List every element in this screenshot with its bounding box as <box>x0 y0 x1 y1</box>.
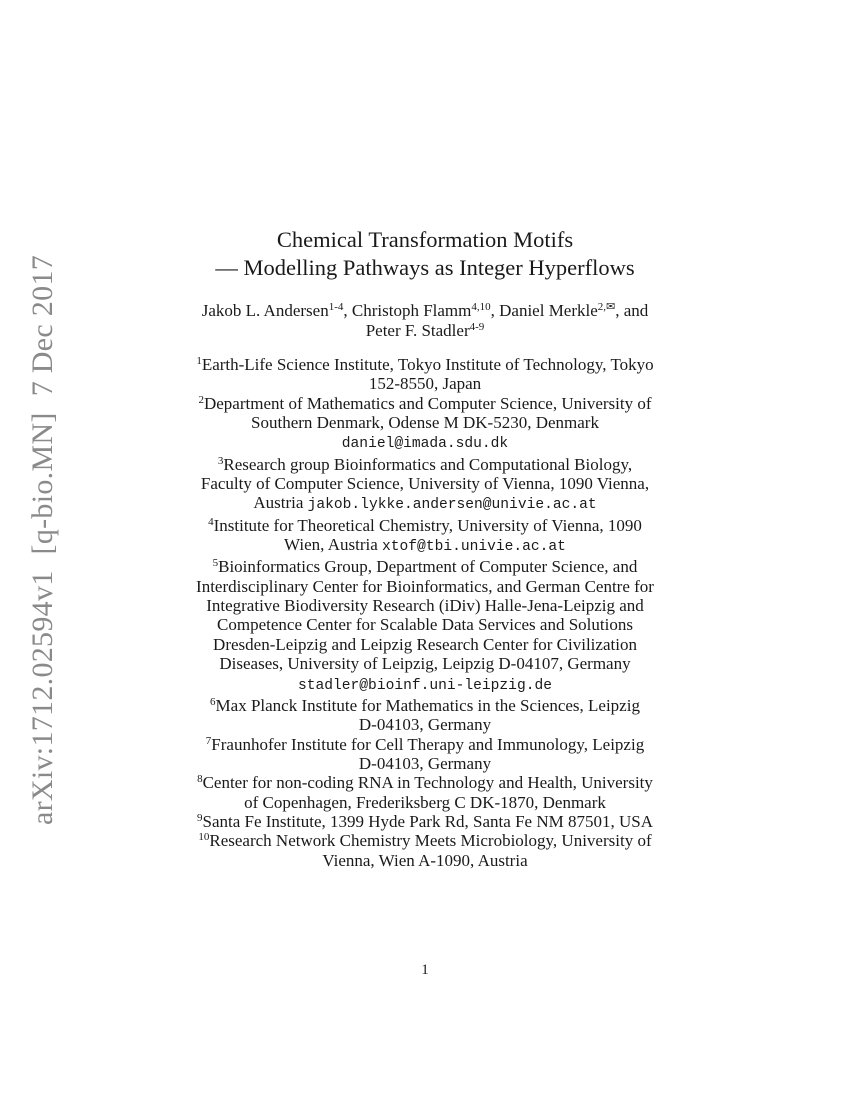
title-line-1: Chemical Transformation Motifs <box>276 227 574 252</box>
arxiv-id: arXiv:1712.02594v1 <box>26 570 59 825</box>
author-name: Peter F. Stadler <box>365 320 470 340</box>
affiliation-text: Dresden-Leipzig and Leipzig Research Center for Civilization <box>213 634 637 654</box>
affiliation-line <box>0 596 850 615</box>
affiliation-line <box>0 654 850 673</box>
email-address: xtof@tbi.univie.ac.at <box>382 539 566 556</box>
page-number: 1 <box>421 962 429 978</box>
affiliation-text: Earth-Life Science Institute, Tokyo Institute of Technology, Tokyo <box>201 355 654 374</box>
affiliation-text: D-04103, Germany <box>358 753 492 773</box>
affiliation-5 <box>0 557 850 695</box>
affiliation-8 <box>0 773 850 812</box>
affiliation-text: Wien, Austria <box>284 535 383 555</box>
affiliation-text: Center for non-coding RNA in Technology and Health, University <box>202 773 653 793</box>
affiliation-line <box>0 735 850 754</box>
author-line-1 <box>0 301 850 321</box>
affiliation-number: 1 <box>196 355 202 367</box>
affiliation-text: Department of Mathematics and Computer Science, University of <box>203 393 652 413</box>
author-affiliation-marks: 4-9 <box>469 320 485 333</box>
author-affiliation-marks: 4,10 <box>471 301 491 313</box>
author-list <box>0 301 850 340</box>
affiliation-line <box>0 493 850 515</box>
affiliation-number: 5 <box>212 557 219 570</box>
affiliation-text: Bioinformatics Group, Department of Computer Science, and <box>218 557 638 577</box>
affiliation-text: Interdisciplinary Center for Bioinformatics, and German Centre for <box>196 576 654 596</box>
affiliation-4 <box>0 516 850 558</box>
affiliation-line <box>0 455 850 474</box>
affiliation-1 <box>0 355 850 394</box>
affiliation-list <box>0 355 850 870</box>
affiliation-text: Vienna, Wien A-1090, Austria <box>322 850 528 870</box>
affiliation-line <box>0 355 850 374</box>
affiliation-line <box>0 413 850 432</box>
affiliation-text: Faculty of Computer Science, University of Vienna, 1090 Vienna, <box>200 474 650 494</box>
affiliation-line <box>0 394 850 413</box>
affiliation-3 <box>0 455 850 516</box>
affiliation-9 <box>0 812 850 831</box>
affiliation-line <box>0 432 850 454</box>
affiliation-number: 9 <box>197 811 203 824</box>
affiliation-line <box>0 557 850 576</box>
affiliation-text: Southern Denmark, Odense M DK-5230, Denmark <box>251 413 599 433</box>
affiliation-text: Diseases, University of Leipzig, Leipzig D-04107, Germany <box>219 654 631 674</box>
affiliation-line <box>0 516 850 535</box>
author-separator: , and <box>615 301 649 320</box>
affiliation-number: 3 <box>217 454 224 467</box>
affiliation-number: 8 <box>197 773 203 786</box>
author-name: Daniel Merkle <box>499 301 598 320</box>
affiliation-6 <box>0 696 850 735</box>
email-address: daniel@imada.sdu.dk <box>341 436 509 453</box>
title-line-2: — Modelling Pathways as Integer Hyperflows <box>215 255 635 280</box>
affiliation-text: Research group Bioinformatics and Computational Biology, <box>223 454 633 474</box>
affiliation-text: of Copenhagen, Frederiksberg C DK-1870, Denmark <box>244 792 606 812</box>
affiliation-line <box>0 812 850 831</box>
author-affiliation-marks: 2,✉ <box>597 301 616 313</box>
affiliation-line <box>0 374 850 393</box>
arxiv-category: [q-bio.MN] <box>26 412 59 555</box>
affiliation-text: Research Network Chemistry Meets Microbiology, University of <box>209 831 652 851</box>
affiliation-7 <box>0 735 850 774</box>
affiliation-text: Competence Center for Scalable Data Services and Solutions <box>217 615 633 635</box>
author-name: Christoph Flamm <box>351 301 472 320</box>
affiliation-number: 10 <box>198 831 210 844</box>
affiliation-line <box>0 851 850 870</box>
email-address: stadler@bioinf.uni-leipzig.de <box>298 677 552 694</box>
author-name: Jakob L. Andersen <box>201 301 329 320</box>
affiliation-text: Fraunhofer Institute for Cell Therapy and Immunology, Leipzig <box>211 734 645 754</box>
affiliation-line <box>0 615 850 634</box>
affiliation-line <box>0 696 850 715</box>
affiliation-line <box>0 715 850 734</box>
affiliation-line <box>0 635 850 654</box>
paper-title <box>0 226 850 282</box>
affiliation-line <box>0 773 850 792</box>
affiliation-number: 6 <box>210 695 216 708</box>
affiliation-text: Max Planck Institute for Mathematics in the Sciences, Leipzig <box>215 695 640 715</box>
affiliation-line <box>0 535 850 557</box>
author-affiliation-marks: 1-4 <box>328 301 344 313</box>
arxiv-date: 7 Dec 2017 <box>26 255 59 397</box>
affiliation-line <box>0 577 850 596</box>
affiliation-line <box>0 674 850 696</box>
affiliation-text: Institute for Theoretical Chemistry, University of Vienna, 1090 <box>213 515 642 535</box>
affiliation-text: Austria <box>253 493 308 513</box>
email-address: jakob.lykke.andersen@univie.ac.at <box>307 497 597 514</box>
author-separator: , <box>490 301 500 320</box>
affiliation-number: 2 <box>198 393 204 406</box>
affiliation-line <box>0 831 850 850</box>
affiliation-10 <box>0 831 850 870</box>
affiliation-number: 7 <box>205 734 212 747</box>
affiliation-text: D-04103, Germany <box>358 715 492 735</box>
affiliation-text: Integrative Biodiversity Research (iDiv) Halle-Jena-Leipzig and <box>206 596 644 616</box>
author-line-2 <box>0 321 850 341</box>
affiliation-2 <box>0 394 850 455</box>
author-separator: , <box>343 301 352 320</box>
affiliation-line <box>0 793 850 812</box>
affiliation-line <box>0 474 850 493</box>
affiliation-text: Santa Fe Institute, 1399 Hyde Park Rd, Santa Fe NM 87501, USA <box>202 811 653 831</box>
affiliation-number: 4 <box>208 515 214 528</box>
affiliation-line <box>0 754 850 773</box>
affiliation-text: 152-8550, Japan <box>368 374 482 394</box>
